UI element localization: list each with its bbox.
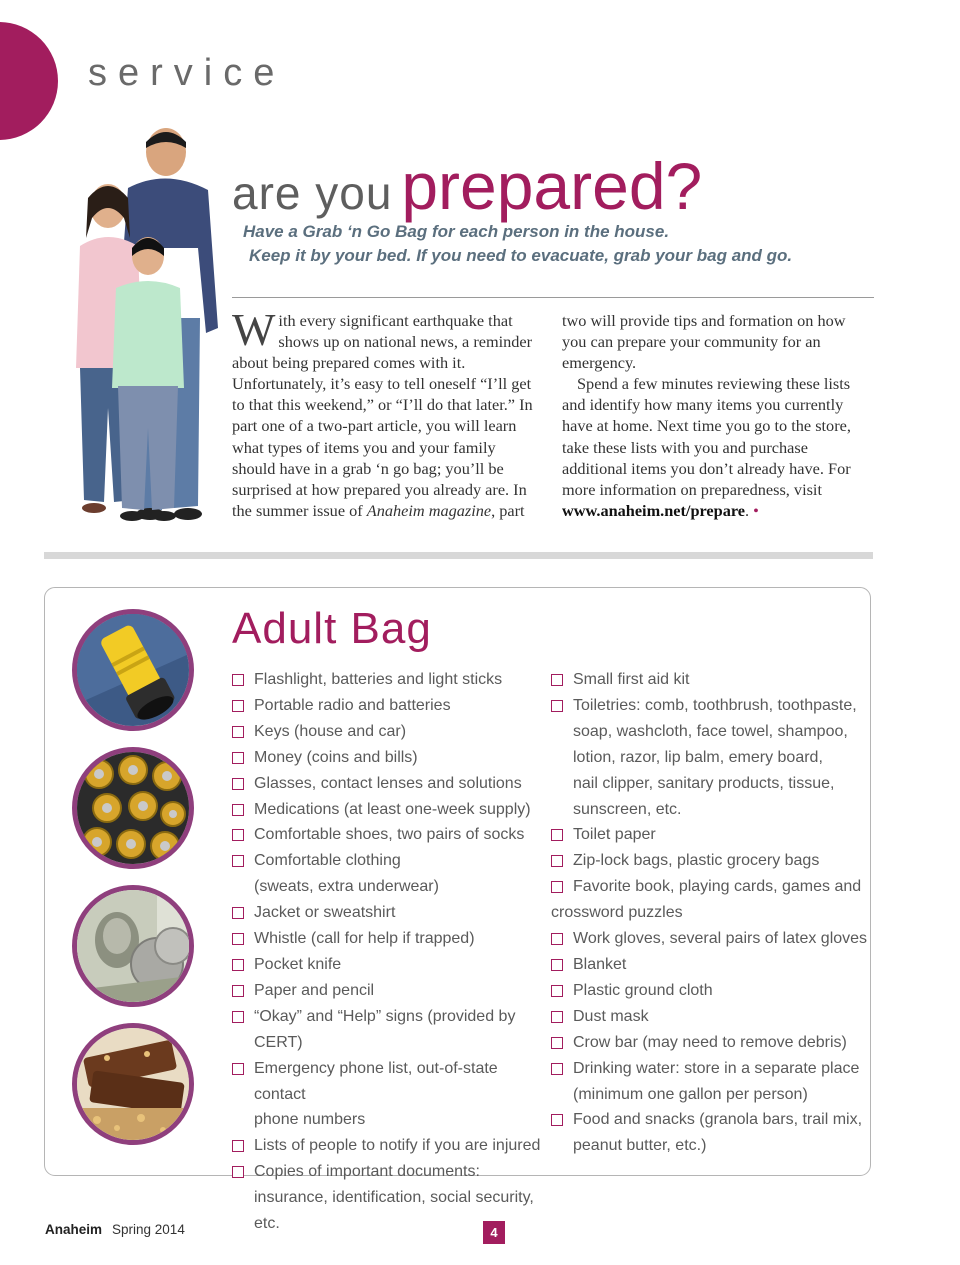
- checklist-item: [232, 822, 547, 848]
- checklist-item-text: Flashlight, batteries and light sticks: [254, 671, 503, 688]
- paragraph-1-text: ith every significant earthquake that shows up on national news, a reminder about being prepared comes with it. Unfortunately, it’s easy to tell oneself “I’ll get to that this weekend,” or “I’ll do that later.” In part one of a two-part article, you will learn what types of items you and your family should have in a grab ‘n go bag; you’ll be surprised at how prepared you already are. In the summer issue of: [232, 311, 533, 520]
- checklist-item: [551, 667, 871, 693]
- checkbox-icon[interactable]: [232, 907, 244, 919]
- checkbox-icon[interactable]: [232, 700, 244, 712]
- checklist-item-text: Toilet paper: [573, 826, 656, 844]
- batteries-photo: [72, 747, 194, 869]
- checklist-item: [232, 1056, 547, 1108]
- paragraph-1-tail: , part two will provide tips and formation on how you can prepare your community for an emergency.: [491, 311, 846, 520]
- money-photo: [72, 885, 194, 1007]
- checklist-item: [551, 693, 871, 719]
- checklist-item-text: soap, washcloth, face towel, shampoo,: [573, 722, 848, 740]
- footer-brand: Anaheim: [45, 1222, 103, 1237]
- footer-issue: Spring 2014: [112, 1222, 185, 1237]
- checklist-left: [232, 667, 547, 1237]
- checklist-item: [551, 771, 871, 797]
- checkbox-icon[interactable]: [232, 804, 244, 816]
- checklist-item: [232, 693, 547, 719]
- checklist-item-text: Zip-lock bags, plastic grocery bags: [573, 852, 820, 870]
- subhead-line-1: Have a Grab ‘n Go Bag for each person in the house.: [243, 222, 670, 241]
- paragraph-2-end: .: [745, 500, 750, 520]
- checklist-item-text: “Okay” and “Help” signs (provided by CERT): [254, 1007, 516, 1051]
- checklist-item: [232, 667, 547, 693]
- checklist-item-text: crossword puzzles: [551, 904, 683, 922]
- paragraph-2-text: Spend a few minutes reviewing these lists and identify how many items you currently have at home. Next time you go to the store, take these lists with you and purchase additional items you don’t already have. For more information on preparedness, visit: [562, 374, 851, 499]
- checkbox-icon[interactable]: [551, 1037, 563, 1049]
- checklist-item: [551, 1056, 871, 1082]
- checklist-item-text: Paper and pencil: [254, 981, 375, 999]
- checkbox-icon[interactable]: [551, 959, 563, 971]
- checklist-item-text: Dust mask: [573, 1007, 649, 1025]
- checklist-item: [551, 900, 871, 926]
- prepare-link[interactable]: www.anaheim.net/prepare: [562, 500, 746, 520]
- checklist-item-text: Plastic ground cloth: [573, 981, 713, 999]
- page-number: 4: [483, 1221, 505, 1244]
- checklist-item-text: insurance, identification, social security, etc.: [254, 1189, 534, 1233]
- checklist-item-text: Money (coins and bills): [254, 748, 418, 766]
- footer-publication: [45, 1222, 185, 1237]
- checklist-item: [551, 874, 871, 900]
- granola-bars-photo: [72, 1023, 194, 1145]
- article-body: [232, 304, 872, 521]
- checklist-item: [551, 1107, 871, 1133]
- checkbox-icon[interactable]: [551, 829, 563, 841]
- corner-accent-circle: [0, 22, 58, 140]
- adult-bag-title: Adult Bag: [232, 604, 432, 653]
- checklist-item-text: Favorite book, playing cards, games and: [573, 878, 862, 896]
- checklist-item: [551, 848, 871, 874]
- drop-cap: W: [232, 304, 276, 355]
- checkbox-icon[interactable]: [551, 1011, 563, 1023]
- checklist-item-text: (minimum one gallon per person): [573, 1085, 808, 1103]
- checklist-item-text: Lists of people to notify if you are injured: [254, 1137, 541, 1155]
- checklist-item: [232, 1107, 547, 1133]
- checkbox-icon[interactable]: [551, 674, 563, 686]
- divider-rule: [232, 297, 874, 298]
- checkbox-icon[interactable]: [232, 1140, 244, 1152]
- checkbox-icon[interactable]: [551, 855, 563, 867]
- page-title: [232, 148, 702, 224]
- checklist-item: [232, 874, 547, 900]
- checklist-item: [551, 745, 871, 771]
- checklist-item-text: Crow bar (may need to remove debris): [573, 1033, 847, 1051]
- checklist-item-text: Pocket knife: [254, 955, 342, 973]
- section-label: service: [88, 52, 286, 94]
- checkbox-icon[interactable]: [551, 1063, 563, 1075]
- checklist-item: [232, 1159, 547, 1185]
- checklist-item-text: phone numbers: [254, 1111, 366, 1129]
- checklist-item-text: Toiletries: comb, toothbrush, toothpaste,: [573, 696, 857, 714]
- checklist-item: [551, 1082, 871, 1108]
- checklist-item-text: Comfortable clothing: [254, 852, 401, 870]
- checkbox-icon[interactable]: [232, 933, 244, 945]
- checklist-item-text: peanut butter, etc.): [573, 1137, 707, 1155]
- magazine-name: Anaheim magazine: [366, 500, 492, 520]
- checklist-item: [232, 900, 547, 926]
- checklist-item: [232, 1133, 547, 1159]
- checklist-item: [232, 926, 547, 952]
- checkbox-icon[interactable]: [232, 1063, 244, 1075]
- checkbox-icon[interactable]: [232, 1166, 244, 1178]
- checkbox-icon[interactable]: [232, 1011, 244, 1023]
- checklist-item-text: Emergency phone list, out-of-state contact: [254, 1059, 498, 1103]
- checklist-item: [551, 719, 871, 745]
- article-paragraph-2: [562, 373, 872, 521]
- checklist-item-text: (sweats, extra underwear): [254, 878, 439, 896]
- checklist-item: [232, 797, 547, 823]
- checklist-item: [232, 719, 547, 745]
- title-part-1: are you: [232, 167, 393, 219]
- checklist-item-text: Blanket: [573, 955, 627, 973]
- checkbox-icon[interactable]: [232, 985, 244, 997]
- checklist-item-text: Food and snacks (granola bars, trail mix,: [573, 1111, 863, 1129]
- checklist-item-text: Comfortable shoes, two pairs of socks: [254, 826, 525, 844]
- checklist-item-text: Drinking water: store in a separate place: [573, 1059, 860, 1077]
- checklist-item: [551, 926, 871, 952]
- family-photo: [58, 128, 238, 528]
- checklist-item: [232, 848, 547, 874]
- checklist-right: [551, 667, 871, 1159]
- checklist-item: [232, 978, 547, 1004]
- checkbox-icon[interactable]: [551, 985, 563, 997]
- checklist-item: [551, 952, 871, 978]
- checklist-item: [232, 745, 547, 771]
- checkbox-icon[interactable]: [232, 829, 244, 841]
- checklist-item-text: nail clipper, sanitary products, tissue,: [573, 774, 835, 792]
- checklist-item: [551, 797, 871, 823]
- end-mark: •: [753, 500, 759, 520]
- checklist-item: [551, 1004, 871, 1030]
- checkbox-icon[interactable]: [232, 855, 244, 867]
- checklist-item-text: lotion, razor, lip balm, emery board,: [573, 748, 823, 766]
- subhead-line-2: Keep it by your bed. If you need to evacuate, grab your bag and go.: [249, 246, 793, 265]
- checklist-item-text: Small first aid kit: [573, 671, 690, 688]
- checklist-item-text: Keys (house and car): [254, 722, 407, 740]
- checkbox-icon[interactable]: [551, 1114, 563, 1126]
- checklist-item: [551, 1030, 871, 1056]
- subheadline: [243, 220, 792, 268]
- checklist-item-text: Work gloves, several pairs of latex gloves: [573, 930, 868, 948]
- checkbox-icon[interactable]: [232, 959, 244, 971]
- section-divider-bar: [44, 552, 873, 559]
- checkbox-icon[interactable]: [551, 700, 563, 712]
- checklist-item-text: Copies of important documents:: [254, 1163, 480, 1181]
- checkbox-icon[interactable]: [551, 933, 563, 945]
- checklist-item: [551, 822, 871, 848]
- checklist-item: [551, 978, 871, 1004]
- checklist-item: [232, 952, 547, 978]
- checklist-item-text: Glasses, contact lenses and solutions: [254, 774, 522, 792]
- checkbox-icon[interactable]: [551, 881, 563, 893]
- checklist-item: [232, 771, 547, 797]
- checklist-item-text: Jacket or sweatshirt: [254, 904, 396, 922]
- checkbox-icon[interactable]: [232, 778, 244, 790]
- title-part-2: prepared?: [401, 149, 703, 223]
- checklist-item-text: Medications (at least one-week supply): [254, 800, 531, 818]
- checkbox-icon[interactable]: [232, 752, 244, 764]
- checkbox-icon[interactable]: [232, 726, 244, 738]
- checklist-item: [232, 1004, 547, 1056]
- checklist-item-text: sunscreen, etc.: [573, 800, 682, 818]
- checkbox-icon[interactable]: [232, 674, 244, 686]
- checklist-item-text: Portable radio and batteries: [254, 696, 451, 714]
- checklist-item-text: Whistle (call for help if trapped): [254, 930, 475, 948]
- checklist-item: [551, 1133, 871, 1159]
- flashlight-photo: [72, 609, 194, 731]
